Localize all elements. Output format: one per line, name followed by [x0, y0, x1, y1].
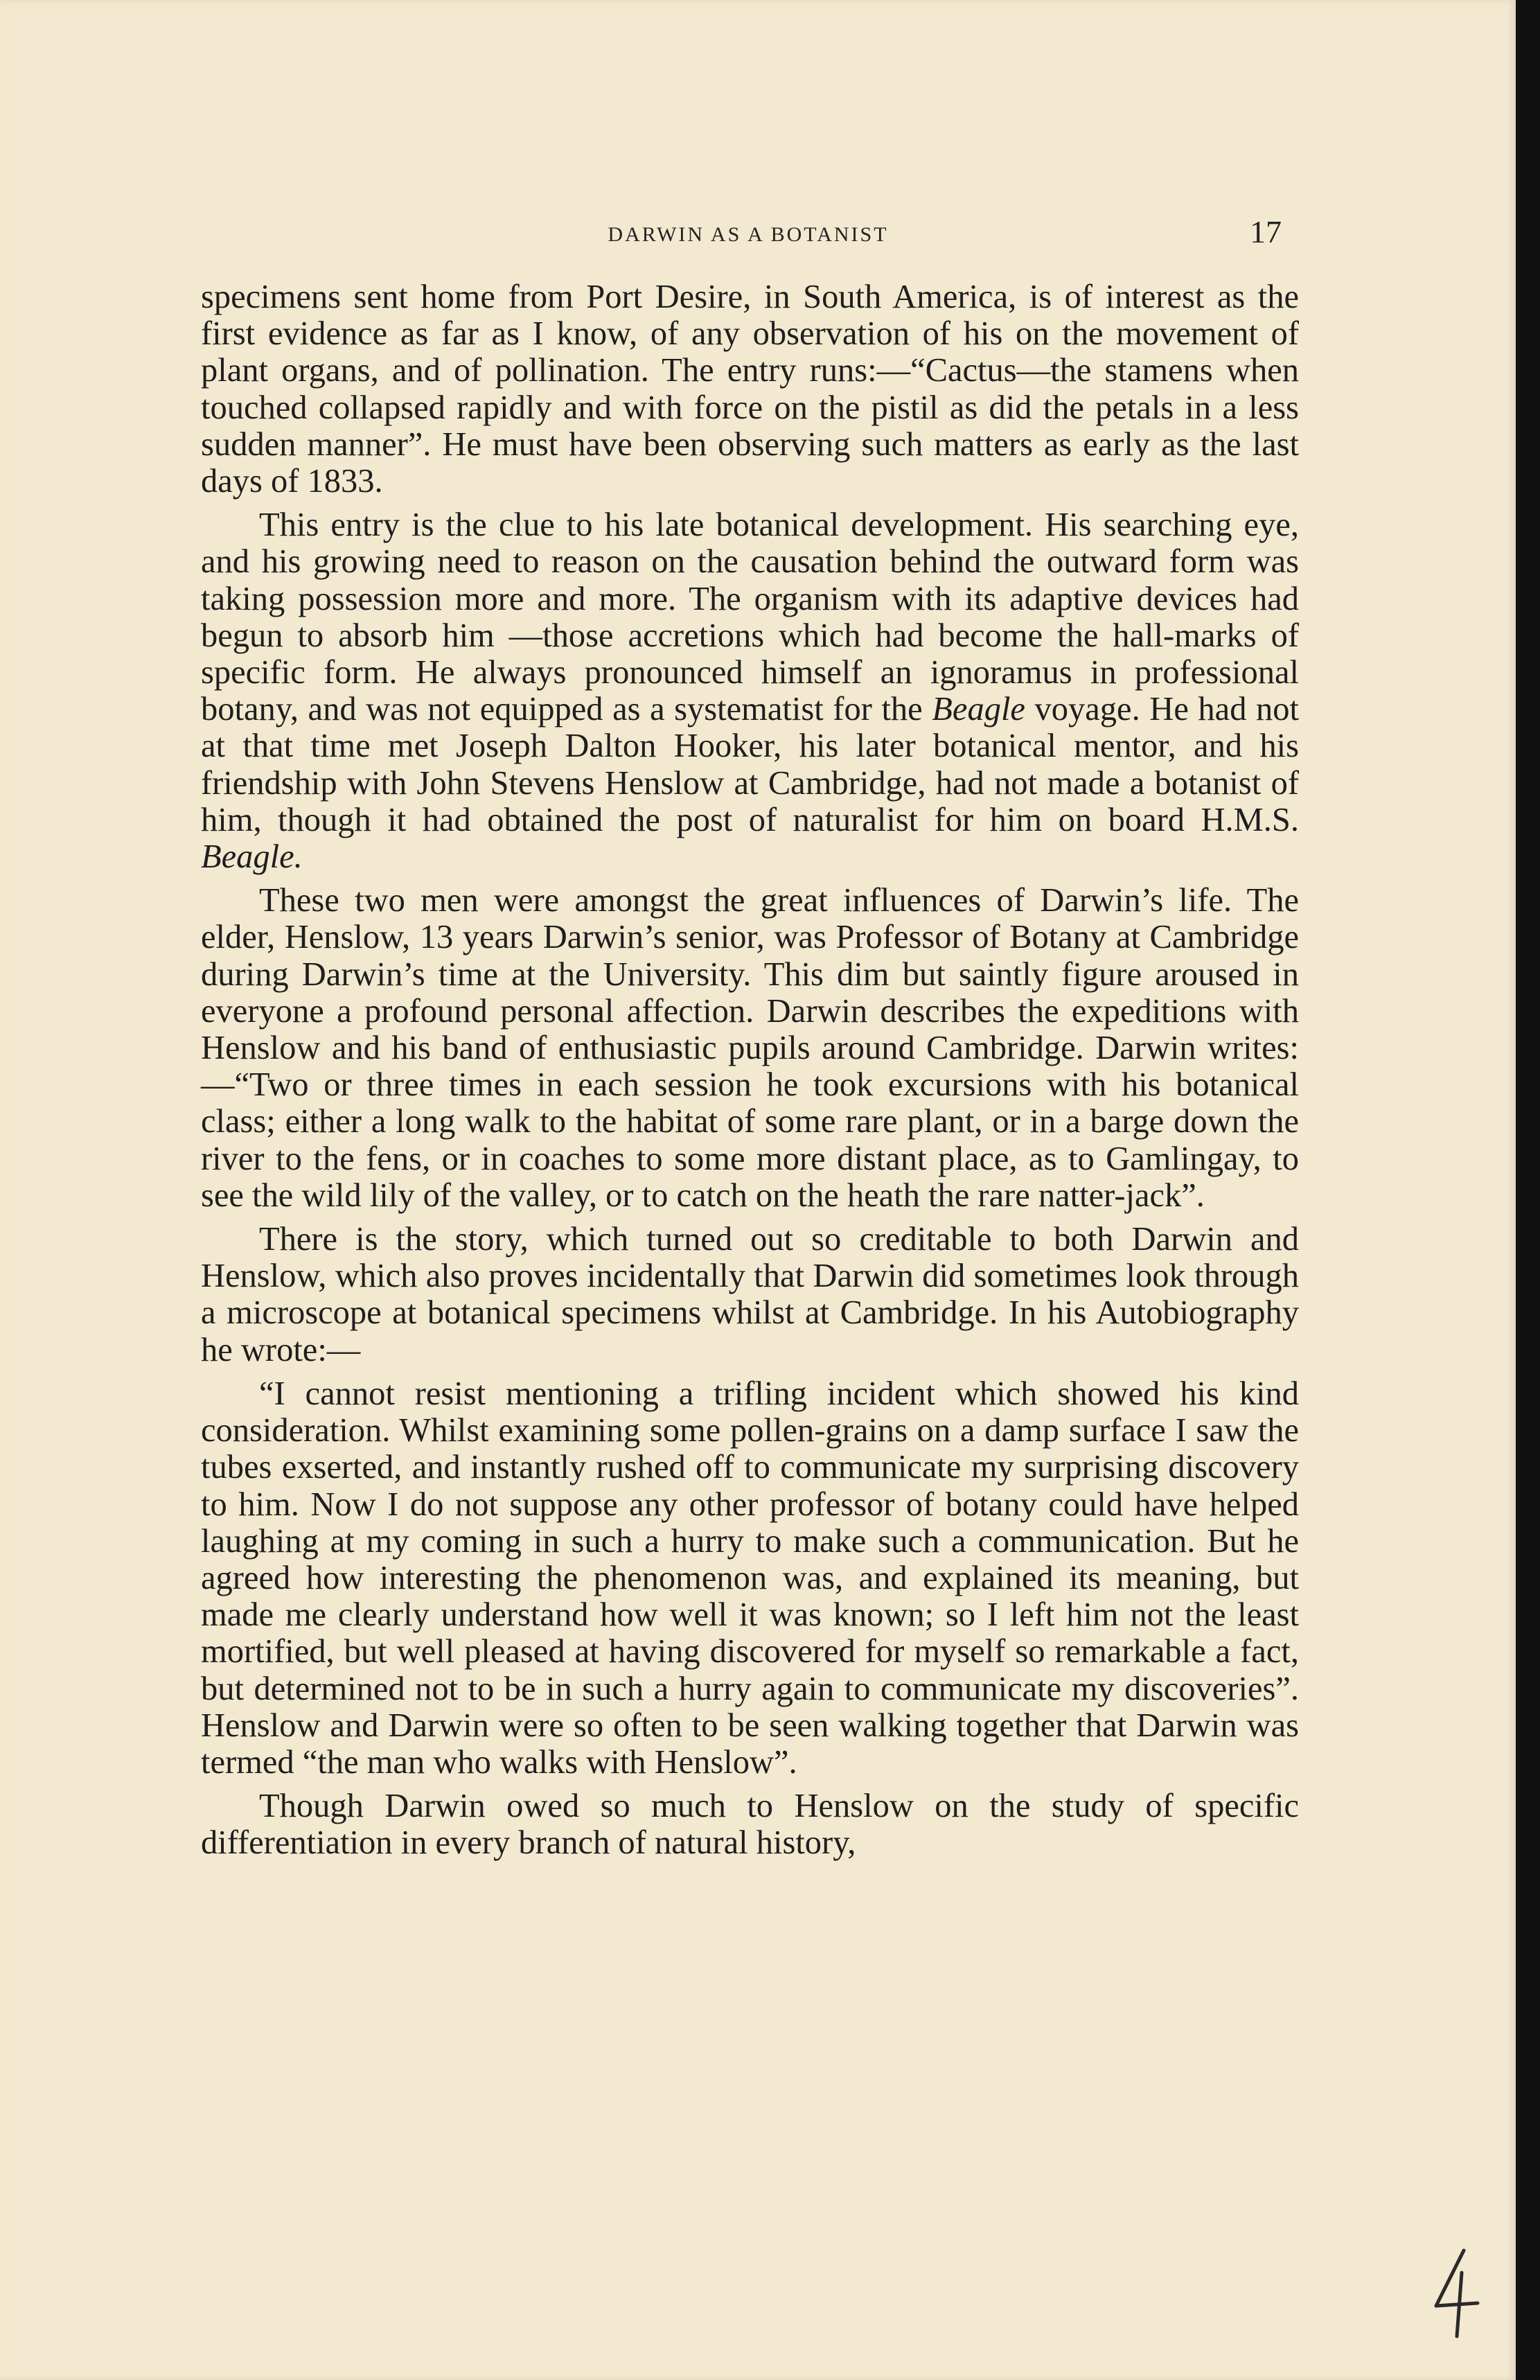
- paragraph-5: “I cannot resist mentioning a trifling incident which showed his kind consideration. Whilst examining some pollen-grains on a damp surface I saw the tubes exserted, and instantly rushed off to communicate my surprising discovery to him. Now I do not suppose any other professor of botany could have helped laughing at my coming in such a hurry to make such a communication. But he agreed how interesting the phenomenon was, and explained its meaning, but made me clearly understand how well it was known; so I left him not the least mortified, but well pleased at having discovered for myself so remarkable a fact, but determined not to be in such a hurry again to communicate my discoveries”. Henslow and Darwin were so often to be seen walking together that Darwin was termed “the man who walks with Henslow”.: [201, 1375, 1299, 1781]
- paragraph-2-italic-beagle: Beagle: [932, 691, 1025, 728]
- scan-edge: [1516, 0, 1540, 2380]
- paragraph-2: [201, 506, 1299, 875]
- paragraph-4: There is the story, which turned out so creditable to both Darwin and Henslow, which also proves incidentally that Darwin did sometimes look through a microscope at botanical specimens whilst at Cambridge. In his Autobiography he wrote:—: [201, 1221, 1299, 1368]
- handwritten-page-mark: [1424, 2245, 1486, 2342]
- running-head: DARWIN AS A BOTANIST: [608, 223, 889, 246]
- paragraph-2-text-continued: voyage. He had not at that time met Joseph Dalton Hooker, his later botanical mentor, and his friendship with John Stevens Henslow at Cambridge, had not made a botanist of him, though it had obtained the post of naturalist for him on board H.M.S.: [201, 691, 1300, 838]
- paragraph-2-italic-beagle-end: Beagle.: [201, 838, 303, 876]
- paragraph-6: Though Darwin owed so much to Henslow on the study of specific differentiation in every branch of natural history,: [201, 1788, 1299, 1862]
- paragraph-2-text: This entry is the clue to his late botanical development. His searching eye, and his growing need to reason on the causation behind the outward form was taking possession more and more. The organism with its adaptive devices had begun to absorb him —those accretions which had become the hall-marks of specific form. He always pronounced himself an ignoramus in professional botany, and was not equipped as a systematist for the: [201, 506, 1299, 728]
- paragraph-3: These two men were amongst the great influences of Darwin’s life. The elder, Henslow, 13 years Darwin’s senior, was Professor of Botany at Cambridge during Darwin’s time at the University. This dim but saintly figure aroused in everyone a profound personal affection. Darwin describes the expeditions with Henslow and his band of enthusiastic pupils around Cambridge. Darwin writes:—“Two or three times in each session he took excursions with his botanical class; either a long walk to the habitat of some rare plant, or in a barge down the river to the fens, or in coaches to some more distant place, as to Gamlingay, to see the wild lily of the valley, or to catch on the heath the rare natter-jack”.: [201, 882, 1299, 1214]
- paragraph-1: specimens sent home from Port Desire, in South America, is of interest as the first evidence as far as I know, of any observation of his on the movement of plant organs, and of pollination. The entry runs:—“Cactus—the stamens when touched collapsed rapidly and with force on the pistil as did the petals in a less sudden manner”. He must have been observing such matters as early as the last days of 1833.: [201, 279, 1299, 500]
- body-text: [201, 279, 1299, 1862]
- page-number: 17: [1250, 214, 1282, 249]
